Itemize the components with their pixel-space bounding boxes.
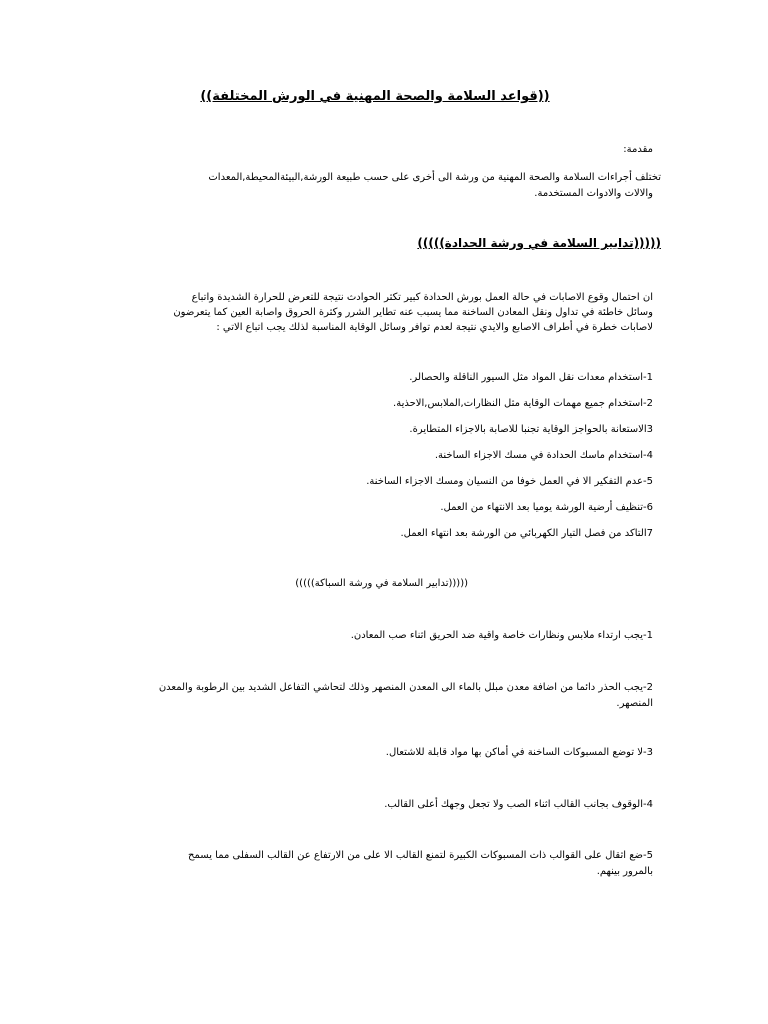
forge-list-item-3: 3الاستعانة بالحواجز الوقاية تجنبا للاصابة بالاجزاء المتطايرة. xyxy=(409,424,653,435)
foundry-item-5-line-2: بالمرور بينهم. xyxy=(596,866,653,877)
forge-paragraph-line-3: لاصابات خطرة في أطراف الاصابع والايدي نتيجة لعدم توافر وسائل الوقاية المناسبة لذلك يجب اتباع الاتي : xyxy=(216,322,653,333)
foundry-item-2-line-1: 2-يجب الحذر دائما من اضافة معدن مبلل بالماء الى المعدن المنصهر وذلك لتحاشي التفاعل الشديد بين الرطوبة والمعدن xyxy=(158,682,653,693)
intro-text-line-2: والالات والادوات المستخدمة. xyxy=(534,188,653,199)
forge-paragraph-line-1: ان احتمال وقوع الاصابات في حالة العمل بورش الحدادة كبير تكثر الحوادث نتيجة للتعرض للحرارة الشديدة واتباع xyxy=(191,292,653,303)
intro-label: مقدمة: xyxy=(623,144,653,155)
foundry-item-2-line-2: المنصهر. xyxy=(616,698,653,709)
document-title: ((قواعد السلامة والصحة المهنية في الورش المختلفة)) xyxy=(200,89,550,104)
forge-list-item-5: 5-عدم التفكير الا في العمل خوفا من النسيان ومسك الاجزاء الساخنة. xyxy=(366,476,653,487)
foundry-item-5-line-1: 5-ضع اثقال على القوالب ذات المسبوكات الكبيرة لتمنع القالب الا على من الارتفاع عن القالب السفلى مما يسمح xyxy=(188,850,653,861)
forge-list-item-6: 6-تنظيف أرضية الورشة يوميا بعد الانتهاء من العمل. xyxy=(440,502,653,513)
forge-paragraph-line-2: وسائل خاطئة في تداول ونقل المعادن الساخنة مما يسبب عنه تطاير الشرر وكثرة الحروق واصابة العين كما يتعرضون xyxy=(173,307,653,318)
foundry-item-3: 3-لا توضع المسبوكات الساخنة في أماكن بها مواد قابلة للاشتعال. xyxy=(385,747,653,758)
forge-section-heading: (((((تدابير السلامة في ورشة الحدادة))))) xyxy=(417,236,661,250)
foundry-item-4: 4-الوقوف بجانب القالب اثناء الصب ولا تجعل وجهك أعلى القالب. xyxy=(384,799,653,810)
foundry-section-heading: (((((تدابير السلامة في ورشة السباكة))))) xyxy=(295,578,468,589)
forge-list-item-4: 4-استخدام ماسك الحدادة في مسك الاجزاء الساخنة. xyxy=(434,450,653,461)
intro-text-line-1: تختلف أجراءات السلامة والصحة المهنية من ورشة الى أخرى على حسب طبيعة الورشة,البيئةالمحيطة,المعدات xyxy=(208,172,661,183)
forge-list-item-1: 1-استخدام معدات نقل المواد مثل السيور الناقلة والحصالر. xyxy=(409,372,653,383)
forge-list-item-7: 7التاكد من فصل التيار الكهربائي من الورشة بعد انتهاء العمل. xyxy=(400,528,653,539)
foundry-item-1: 1-يجب ارتداء ملابس ونظارات خاصة واقية ضد الحريق اثناء صب المعادن. xyxy=(350,630,653,641)
forge-list-item-2: 2-استخدام جميع مهمات الوقاية مثل النظارات,الملابس,الاحذية. xyxy=(393,398,653,409)
